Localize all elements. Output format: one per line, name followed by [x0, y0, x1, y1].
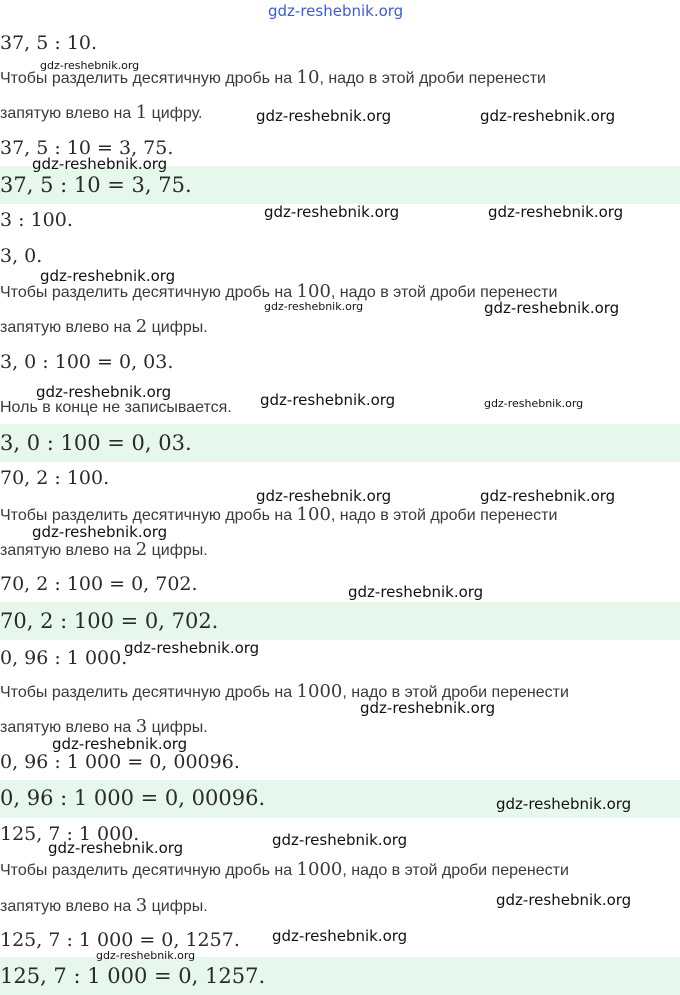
task-4: 0, 96 : 1 000.	[0, 647, 128, 669]
rule-4-line2: запятую влево на 3 цифры.	[0, 716, 208, 737]
watermark: gdz-reshebnik.org	[48, 839, 184, 857]
watermark: gdz-reshebnik.org	[264, 203, 400, 221]
watermark: gdz-reshebnik.org	[480, 487, 616, 505]
task-5: 125, 7 : 1 000.	[0, 823, 140, 845]
rule-2-line2: запятую влево на 2 цифры.	[0, 316, 208, 337]
answer-1: 37, 5 : 10 = 3, 75.	[0, 173, 192, 197]
watermark: gdz-reshebnik.org	[124, 639, 260, 657]
rule-3-line2: запятую влево на 2 цифры.	[0, 539, 208, 560]
work-4: 0, 96 : 1 000 = 0, 00096.	[0, 751, 240, 773]
watermark: gdz-reshebnik.org	[40, 59, 140, 72]
watermark-top: gdz-reshebnik.org	[268, 2, 404, 20]
watermark: gdz-reshebnik.org	[264, 300, 364, 313]
rule-3-line1: Чтобы разделить десятичную дробь на 100, надо в этой дроби перенести	[0, 504, 558, 525]
work-3: 70, 2 : 100 = 0, 702.	[0, 573, 198, 595]
rule-4-line1: Чтобы разделить десятичную дробь на 1000, надо в этой дроби перенести	[0, 681, 569, 702]
watermark: gdz-reshebnik.org	[256, 487, 392, 505]
work-1: 37, 5 : 10 = 3, 75.	[0, 137, 174, 159]
watermark: gdz-reshebnik.org	[52, 735, 188, 753]
watermark: gdz-reshebnik.org	[360, 699, 496, 717]
watermark: gdz-reshebnik.org	[256, 107, 392, 125]
answer-4: 0, 96 : 1 000 = 0, 00096.	[0, 786, 266, 810]
watermark: gdz-reshebnik.org	[496, 891, 632, 909]
task-2: 3 : 100.	[0, 209, 73, 231]
work-2: 3, 0 : 100 = 0, 03.	[0, 351, 174, 373]
work-5: 125, 7 : 1 000 = 0, 1257.	[0, 929, 240, 951]
rule-5-line1: Чтобы разделить десятичную дробь на 1000, надо в этой дроби перенести	[0, 859, 569, 880]
rule-1-line2: запятую влево на 1 цифру.	[0, 102, 203, 123]
watermark: gdz-reshebnik.org	[96, 949, 196, 962]
rule-2-line1: Чтобы разделить десятичную дробь на 100, надо в этой дроби перенести	[0, 281, 558, 302]
watermark: gdz-reshebnik.org	[36, 383, 172, 401]
watermark: gdz-reshebnik.org	[480, 107, 616, 125]
watermark: gdz-reshebnik.org	[260, 391, 396, 409]
answer-2: 3, 0 : 100 = 0, 03.	[0, 431, 192, 455]
rule-5-line2: запятую влево на 3 цифры.	[0, 895, 208, 916]
watermark: gdz-reshebnik.org	[40, 267, 176, 285]
watermark: gdz-reshebnik.org	[32, 523, 168, 541]
rule-1-line1: Чтобы разделить десятичную дробь на 10, надо в этой дроби перенести	[0, 67, 546, 88]
task-3: 70, 2 : 100.	[0, 467, 110, 489]
watermark: gdz-reshebnik.org	[32, 155, 168, 173]
watermark: gdz-reshebnik.org	[484, 397, 584, 410]
watermark: gdz-reshebnik.org	[272, 831, 408, 849]
watermark: gdz-reshebnik.org	[496, 795, 632, 813]
watermark: gdz-reshebnik.org	[348, 583, 484, 601]
watermark: gdz-reshebnik.org	[484, 299, 620, 317]
watermark: gdz-reshebnik.org	[272, 927, 408, 945]
answer-3: 70, 2 : 100 = 0, 702.	[0, 609, 219, 633]
watermark: gdz-reshebnik.org	[488, 203, 624, 221]
intermediate-2: 3, 0.	[0, 245, 43, 267]
note-2: Ноль в конце не записывается.	[0, 399, 232, 416]
task-1: 37, 5 : 10.	[0, 32, 98, 54]
answer-5: 125, 7 : 1 000 = 0, 1257.	[0, 964, 266, 988]
